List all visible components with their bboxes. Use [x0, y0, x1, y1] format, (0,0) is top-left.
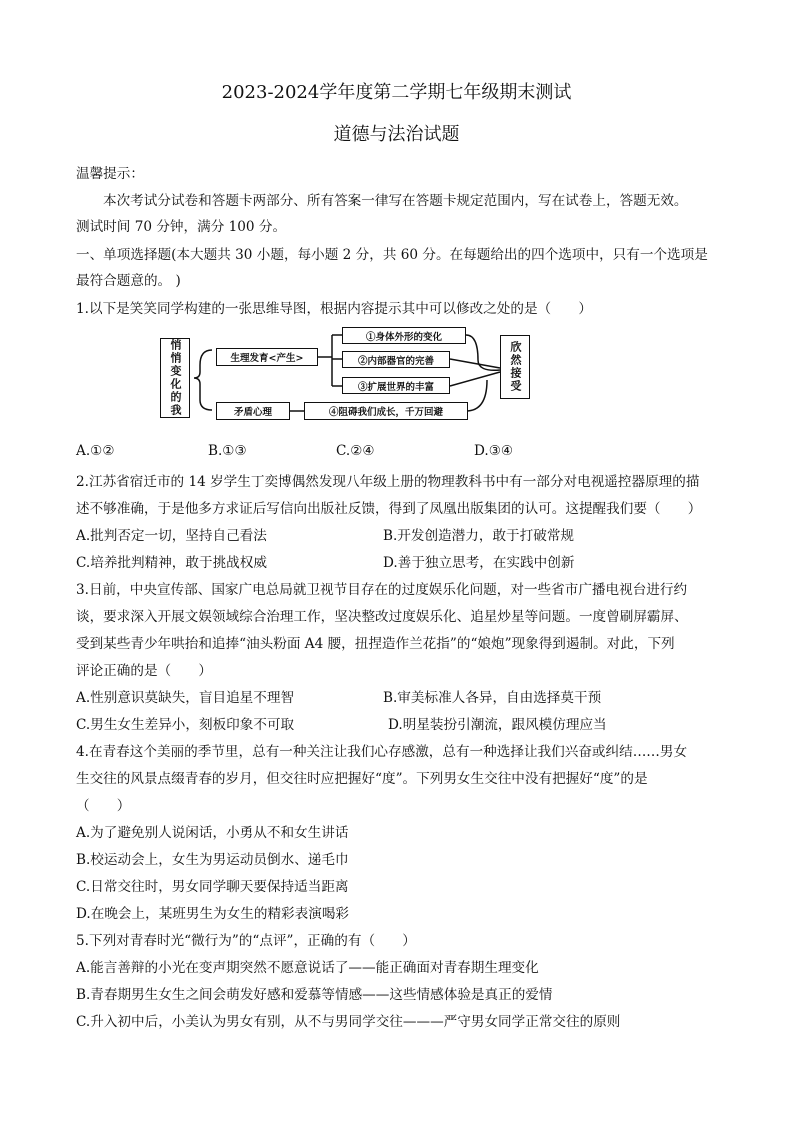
- q4-stem-2: 生交往的风景点缀青春的岁月，但交往时应把握好“度”。下列男女生交往中没有把握好“度”的是: [76, 771, 648, 787]
- q2-option-a: A.批判否定一切，坚持自己看法: [76, 528, 267, 544]
- mindmap-connectors: [0, 0, 793, 440]
- section-1-line-2: 最符合题意的。 ): [76, 273, 181, 289]
- q4-option-c: C.日常交往时，男女同学聊天要保持适当距离: [76, 879, 349, 895]
- notice-line-2: 测试时间 70 分钟，满分 100 分。: [76, 219, 287, 235]
- mindmap-branch-physiology: 生理发育<产生>: [216, 348, 318, 366]
- mindmap-leaf-4: ④阻碍我们成长，千万回避: [304, 402, 468, 420]
- q1-option-a: A.①②: [76, 443, 115, 459]
- q2-option-c: C.培养批判精神，敢于挑战权威: [76, 555, 267, 571]
- q3-option-b: B.审美标准人各异，自由选择莫干预: [383, 690, 602, 706]
- mindmap-leaf-2: ②内部器官的完善: [342, 351, 450, 368]
- q4-stem-3: （ ）: [76, 798, 131, 814]
- q3-stem-1: 3.日前，中央宣传部、国家广电总局就卫视节目存在的过度娱乐化问题，对一些省市广播电视台进行约: [76, 582, 688, 598]
- q2-option-d: D.善于独立思考，在实践中创新: [383, 555, 575, 571]
- q5-option-c: C.升入初中后，小美认为男女有别，从不与男同学交往———严守男女同学正常交往的原则: [76, 1014, 621, 1030]
- q4-option-a: A.为了避免别人说闲话，小勇从不和女生讲话: [76, 825, 349, 841]
- q2-option-b: B.开发创造潜力，敢于打破常规: [383, 528, 575, 544]
- q1-option-b: B.①③: [208, 443, 247, 459]
- q3-stem-2: 谈，要求深入开展文娱领域综合治理工作，坚决整改过度娱乐化、追星炒星等问题。一度曾刷屏霸屏、: [76, 609, 688, 625]
- q3-stem-3: 受到某些青少年哄抬和追捧“油头粉面 A4 腰，扭捏造作兰花指”的“娘炮”现象得到遏制。对此，下列: [76, 636, 675, 652]
- q1-option-d: D.③④: [474, 443, 514, 459]
- q3-option-c: C.男生女生差异小，刻板印象不可取: [76, 717, 295, 733]
- mindmap-branch-contradiction: 矛盾心理: [216, 402, 290, 420]
- mindmap-leaf-1: ①身体外形的变化: [342, 327, 466, 344]
- exam-subtitle: 道德与法治试题: [333, 124, 460, 145]
- q5-stem: 5.下列对青春时光“微行为”的“点评”，正确的有（ ）: [76, 933, 416, 949]
- exam-title: 2023-2024学年度第二学期七年级期末测试: [221, 82, 572, 103]
- mindmap-root: 悄悄变化的我: [160, 338, 190, 418]
- notice-line-1: 本次考试分试卷和答题卡两部分、所有答案一律写在答题卡规定范围内，写在试卷上，答题无效。: [103, 193, 688, 209]
- q4-option-d: D.在晚会上，某班男生为女生的精彩表演喝彩: [76, 906, 350, 922]
- notice-label: 温馨提示：: [76, 166, 144, 182]
- q2-stem-1: 2.江苏省宿迁市的 14 岁学生丁奕博偶然发现八年级上册的物理教科书中有一部分对电视遥控器原理的描: [76, 474, 700, 490]
- q1-option-c: C.②④: [336, 443, 375, 459]
- q1-stem: 1.以下是笑笑同学构建的一张思维导图，根据内容提示其中可以修改之处的是（ ）: [76, 301, 592, 317]
- q2-stem-2: 述不够准确，于是他多方求证后写信向出版社反馈，得到了凤凰出版集团的认可。这提醒我们要（ ）: [76, 501, 702, 517]
- mindmap-leaf-3: ③扩展世界的丰富: [342, 377, 450, 394]
- mindmap-accept-box: 欣然接受: [500, 335, 530, 399]
- q5-option-a: A.能言善辩的小光在变声期突然不愿意说话了——能正确面对青春期生理变化: [76, 960, 539, 976]
- q4-stem-1: 4.在青春这个美丽的季节里，总有一种关注让我们心存感激，总有一种选择让我们兴奋或纠结……男女: [76, 744, 688, 760]
- q3-stem-4: 评论正确的是（ ）: [76, 663, 212, 679]
- q5-option-b: B.青春期男生女生之间会萌发好感和爱慕等情感——这些情感体验是真正的爱情: [76, 987, 553, 1003]
- q3-option-d: D.明星装扮引潮流，跟风模仿理应当: [388, 717, 607, 733]
- q4-option-b: B.校运动会上，女生为男运动员倒水、递毛巾: [76, 852, 349, 868]
- q3-option-a: A.性别意识莫缺失，盲目追星不理智: [76, 690, 295, 706]
- section-1-line-1: 一、单项选择题(本大题共 30 小题，每小题 2 分，共 60 分。在每题给出的四个选项中，只有一个选项是: [76, 247, 708, 263]
